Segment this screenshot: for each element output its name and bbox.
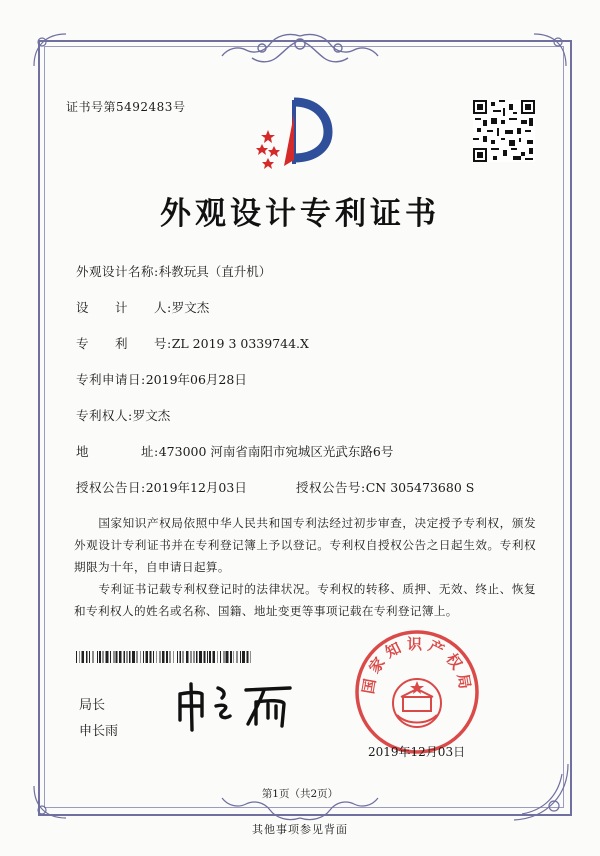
design-name-value: 科教玩具（直升机） <box>158 264 272 279</box>
design-name-field <box>76 262 271 280</box>
address-value: 473000 河南省南阳市宛城区光武东路6号 <box>158 444 394 459</box>
handwritten-signature-icon <box>172 680 302 732</box>
page-number: 第1页（共2页） <box>261 788 339 800</box>
address-label: 地 址: <box>76 444 159 459</box>
top-ornament-icon <box>218 30 382 70</box>
qr-code-icon <box>473 100 535 162</box>
corner-ornament-icon <box>530 30 570 70</box>
official-seal-icon <box>352 627 482 757</box>
patent-number-field <box>76 334 309 352</box>
application-date-label: 专利申请日: <box>76 372 146 387</box>
grant-date-label: 授权公告日: <box>76 480 146 495</box>
grant-date-value: 2019年12月03日 <box>145 480 247 495</box>
grant-number-value: CN 305473680 S <box>365 480 475 495</box>
seal-text: 国家知识产权局 <box>359 635 475 696</box>
designer-value: 罗文杰 <box>171 300 210 315</box>
patent-number-value: ZL 2019 3 0339744.X <box>171 336 309 351</box>
designer-field <box>76 298 209 316</box>
issue-date: 2019年12月03日 <box>368 745 466 759</box>
statement-paragraph: 国家知识产权局依照中华人民共和国专利法经过初步审查，决定授予专利权，颁发外观设计专利证书并在专利登记簿上予以登记。专利权自授权公告之日起生效。专利权期限为十年，自申请日起算。 <box>74 516 536 574</box>
patentee-value: 罗文杰 <box>132 408 171 423</box>
address-field <box>76 442 393 460</box>
cnipa-logo-icon <box>254 94 334 174</box>
footer-note: 其他事项参见背面 <box>252 823 348 836</box>
patent-number-label: 专 利 号: <box>76 336 172 351</box>
application-date-value: 2019年06月28日 <box>145 372 247 387</box>
patentee-label: 专利权人: <box>76 408 133 423</box>
application-date-field <box>76 370 247 388</box>
director-name: 申长雨 <box>79 724 119 739</box>
designer-label: 设 计 人: <box>76 300 172 315</box>
corner-ornament-icon <box>30 30 70 70</box>
certificate-title: 外观设计专利证书 <box>160 196 440 232</box>
patentee-field <box>76 406 170 424</box>
grant-date-field <box>76 478 247 496</box>
barcode-icon <box>76 651 252 663</box>
director-title: 局长 <box>79 698 106 713</box>
design-name-label: 外观设计名称: <box>76 264 159 279</box>
statement-paragraph: 专利证书记载专利权登记时的法律状况。专利权的转移、质押、无效、终止、恢复和专利权人的姓名或名称、国籍、地址变更等事项记载在专利登记簿上。 <box>74 582 536 618</box>
grant-number-label: 授权公告号: <box>296 480 366 495</box>
grant-number-field <box>296 478 474 496</box>
certificate-number: 证书号第5492483号 <box>66 100 186 114</box>
